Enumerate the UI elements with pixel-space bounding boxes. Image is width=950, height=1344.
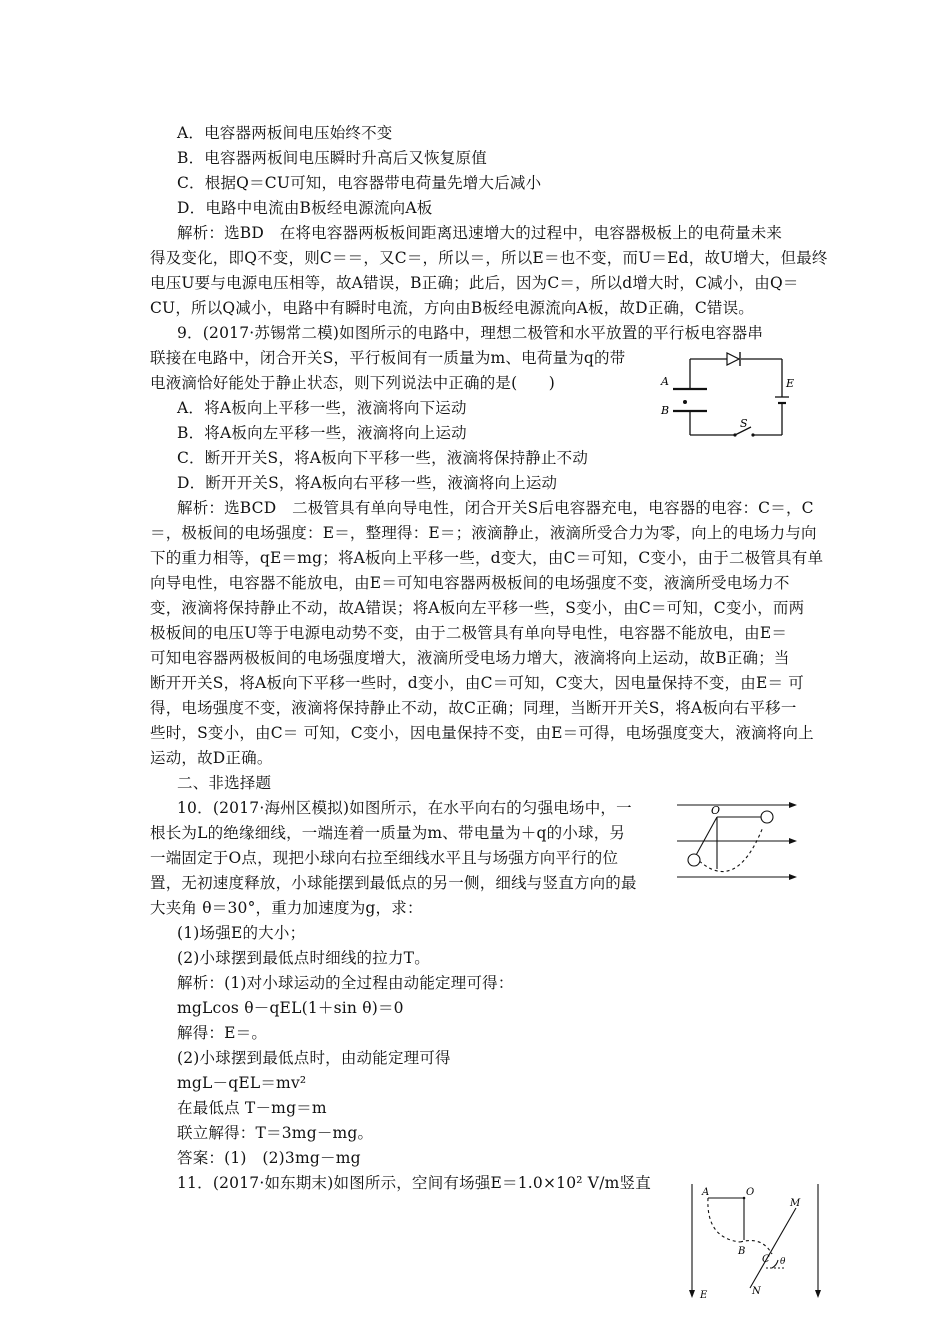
text-line: 电液滴恰好能处于静止状态，则下列说法中正确的是( ) xyxy=(150,374,555,392)
text-line: 大夹角 θ＝30°，重力加速度为g，求： xyxy=(150,899,423,917)
text-line: CU，所以Q减小，电路中有瞬时电流，方向由B板经电源流向A板，故D正确，C错误。 xyxy=(150,299,755,317)
point-a-label: A xyxy=(702,1187,710,1198)
text-line: 得，电场强度不变，液滴将保持静止不动，故C正确；同理，当断开开关S，将A板向右平移一 xyxy=(150,699,797,717)
text-line: 断开开关S，将A板向下平移一些时，d变小，由C＝可知，C变大，因电量保持不变，由E＝ 可 xyxy=(150,674,804,692)
option-c-line: C．断开开关S，将A板向下平移一些，液滴将保持静止不动 xyxy=(177,449,589,467)
point-o-label: O xyxy=(746,1187,755,1198)
text-line: 联接在电路中，闭合开关S，平行板间有一质量为m、电荷量为q的带 xyxy=(150,349,626,367)
text-line: 向导电性，电容器不能放电，由E＝可知电容器两极板间的电场强度不变，液滴所受电场力不 xyxy=(150,574,790,592)
switch-label: S xyxy=(740,417,748,430)
ball-icon xyxy=(688,854,700,866)
section-heading: 二、非选择题 xyxy=(177,774,272,792)
equation-line: 在最低点 T－mg＝m xyxy=(177,1099,327,1117)
point-m-label: M xyxy=(790,1198,801,1209)
point-b-label: B xyxy=(738,1246,746,1257)
point-n-label: N xyxy=(752,1286,761,1297)
angle-label: θ xyxy=(780,1257,786,1267)
text-line: 些时，S变小，由C＝ 可知，C变小，因电量保持不变，由E＝可得，电场强度变大，液滴将向上 xyxy=(150,724,814,742)
question-11-line: 11．(2017·如东期末)如图所示，空间有场强E＝1.0×10² V/m竖直 xyxy=(177,1174,651,1192)
equation-line: mgL－qEL＝mv² xyxy=(177,1074,307,1092)
diode-icon xyxy=(727,352,740,366)
point-c-label: C xyxy=(762,1254,770,1265)
option-d-line: D．电路中电流由B板经电源流向A板 xyxy=(177,199,433,217)
droplet-icon xyxy=(683,400,687,404)
text-line: 下的重力相等，qE＝mg；将A板向上平移一些，d变大，由C＝可知，C变小，由于二极管具有单 xyxy=(150,549,824,567)
field-arrow-icon xyxy=(815,1290,821,1298)
text-line: 变，液滴将保持静止不动，故A错误；将A板向左平移一些，S变小，由C＝可知，C变小，而两 xyxy=(150,599,805,617)
field-arrow-icon xyxy=(789,874,797,880)
ball-icon xyxy=(761,811,773,823)
text-line: 一端固定于O点，现把小球向右拉至细线水平且与场强方向平行的位 xyxy=(150,849,619,867)
text-line: 置，无初速度释放，小球能摆到最低点的另一侧，细线与竖直方向的最 xyxy=(150,874,637,892)
text-line: ＝，极板间的电场强度：E＝，整理得：E＝；液滴静止，液滴所受合力为零，向上的电场力与向 xyxy=(150,524,817,542)
circuit-diagram xyxy=(655,347,795,442)
text-line: 解析：选BCD 二极管具有单向导电性，闭合开关S后电容器充电，电容器的电容：C＝，C xyxy=(177,499,814,517)
equation-line: mgLcos θ－qEL(1＋sin θ)＝0 xyxy=(177,999,404,1017)
plate-b-label: B xyxy=(661,404,670,417)
plate-a-label: A xyxy=(661,375,669,388)
field-arrow-icon xyxy=(789,838,797,844)
text-line: 运动，故D正确。 xyxy=(150,749,273,767)
text-line: 解析：选BD 在将电容器两板板间距离迅速增大的过程中，电容器极板上的电荷量未来 xyxy=(177,224,783,242)
pivot-label: O xyxy=(711,804,721,817)
switch-contact-icon xyxy=(751,433,754,436)
switch-contact-icon xyxy=(733,433,736,436)
text-line: 联立解得：T＝3mg－mg。 xyxy=(177,1124,374,1142)
answer-line: 答案：(1) (2)3mg－mg xyxy=(177,1149,361,1167)
option-b-line: B．电容器两板间电压瞬时升高后又恢复原值 xyxy=(177,149,487,167)
text-line: 根长为L的绝缘细线，一端连着一质量为m、带电量为＋q的小球，另 xyxy=(150,824,626,842)
question-10-line: 10．(2017·海州区模拟)如图所示，在水平向右的匀强电场中，一 xyxy=(177,799,632,817)
option-b-line: B．将A板向左平移一些，液滴将向上运动 xyxy=(177,424,467,442)
option-a-line: A．将A板向上平移一些，液滴将向下运动 xyxy=(177,399,467,417)
option-d-line: D．断开开关S，将A板向右平移一些，液滴将向上运动 xyxy=(177,474,558,492)
sub-question-line: (2)小球摆到最低点时细线的拉力T。 xyxy=(177,949,430,967)
option-c-line: C．根据Q＝CU可知，电容器带电荷量先增大后减小 xyxy=(177,174,542,192)
text-line: 解析：(1)对小球运动的全过程由动能定理可得： xyxy=(177,974,514,992)
text-line: 电压U要与电源电压相等，故A错误，B正确；此后，因为C＝，所以d增大时，C减小，由Q＝ xyxy=(150,274,799,292)
field-arrow-icon xyxy=(789,802,797,808)
text-line: 极板间的电压U等于电源电动势不变，由于二极管具有单向导电性，电容器不能放电，由E＝ xyxy=(150,624,788,642)
text-line: 得及变化，即Q不变，则C＝＝，又C＝，所以＝，所以E＝也不变，而U＝Ed，故U增大，但最终 xyxy=(150,249,828,267)
sub-question-line: (1)场强E的大小； xyxy=(177,924,306,942)
option-a-line: A．电容器两板间电压始终不变 xyxy=(177,124,393,142)
question-9-line: 9．(2017·苏锡常二模)如图所示的电路中，理想二极管和水平放置的平行板电容器串 xyxy=(177,324,764,342)
text-line: 可知电容器两极板间的电场强度增大，液滴所受电场力增大，液滴将向上运动，故B正确；当 xyxy=(150,649,790,667)
point-icon xyxy=(743,1197,746,1200)
field-label: E xyxy=(700,1290,708,1301)
pendulum-diagram xyxy=(675,797,800,885)
field-track-diagram xyxy=(680,1180,828,1302)
text-line: (2)小球摆到最低点时，由动能定理可得 xyxy=(177,1049,451,1067)
text-line: 解得：E＝。 xyxy=(177,1024,268,1042)
battery-label: E xyxy=(786,377,795,390)
field-arrow-icon xyxy=(689,1290,695,1298)
